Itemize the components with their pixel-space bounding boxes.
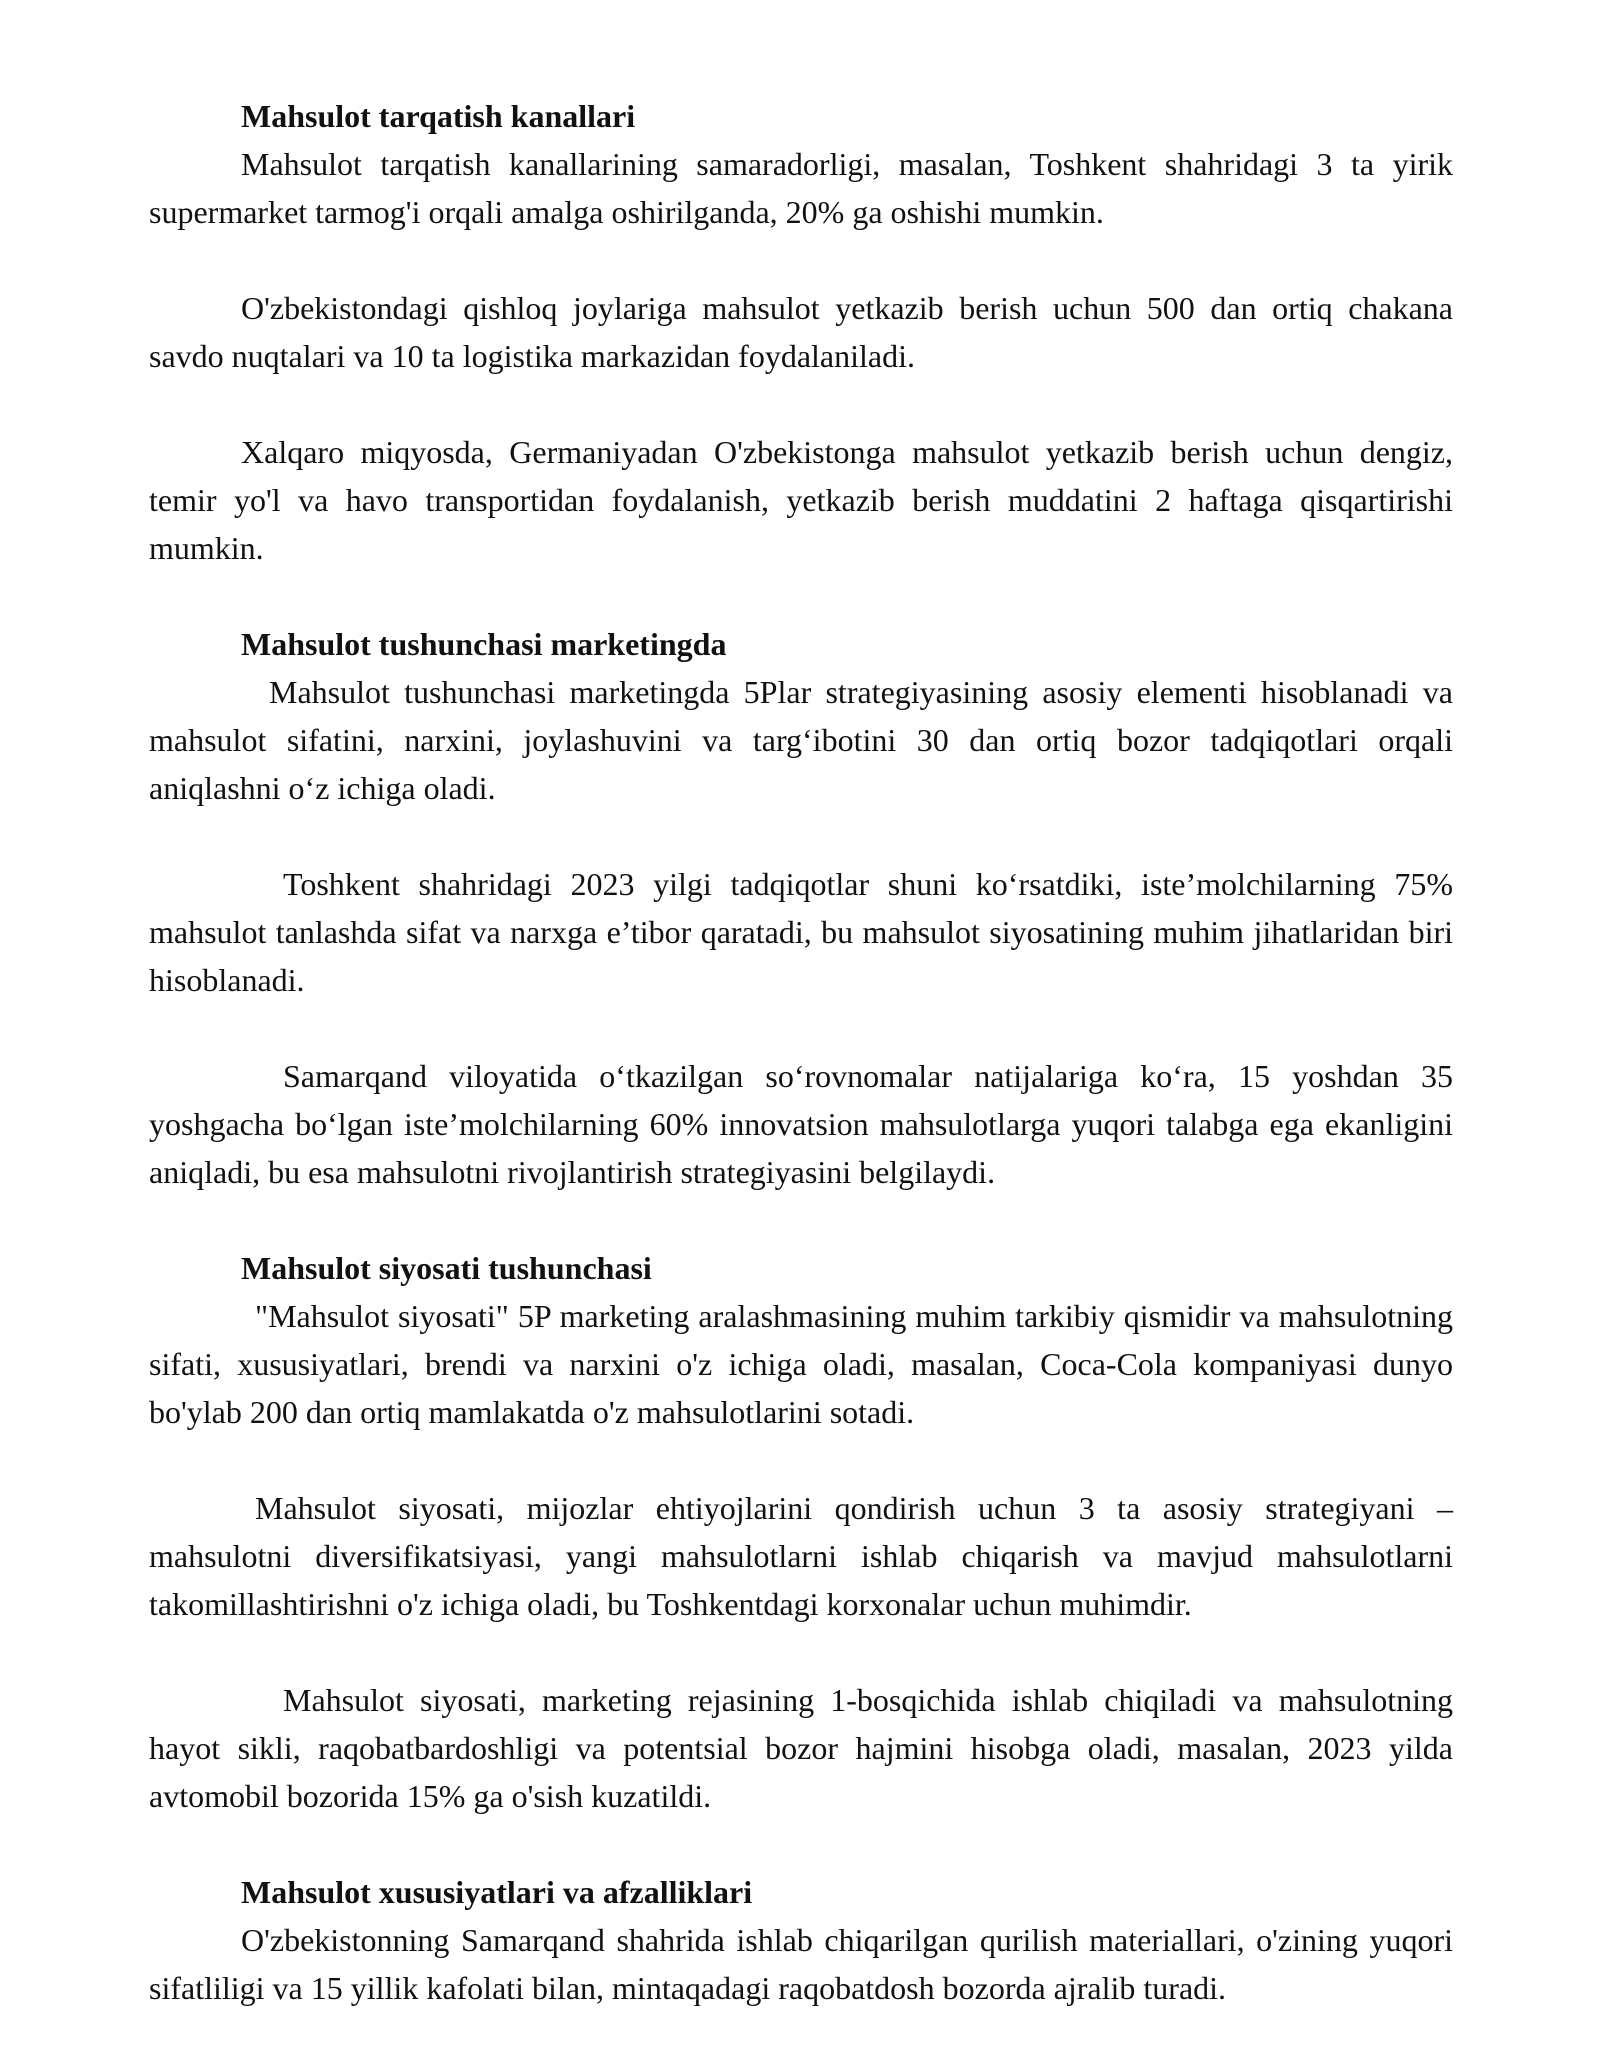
paragraph: Xalqaro miqyosda, Germaniyadan O'zbekistonga mahsulot yetkazib berish uchun dengiz, temir yo'l va havo transportidan foydalanish, yetkazib berish muddatini 2 haftaga qisqartirishi mumkin. [149, 434, 1453, 566]
section-heading: Mahsulot tushunchasi marketingda [241, 626, 727, 662]
paragraph: O'zbekistondagi qishloq joylariga mahsulot yetkazib berish uchun 500 dan ortiq chakana savdo nuqtalari va 10 ta logistika markazidan foydalaniladi. [149, 290, 1453, 374]
paragraph: Mahsulot siyosati, mijozlar ehtiyojlarini qondirish uchun 3 ta asosiy strategiyani – mahsulotni diversifikatsiyasi, yangi mahsulotlarni ishlab chiqarish va mavjud mahsulotlarni takomillashtirishni o'z ichiga oladi, bu Toshkentdagi korxonalar uchun muhimdir. [149, 1490, 1453, 1622]
paragraph: Mahsulot tushunchasi marketingda 5Plar strategiyasining asosiy elementi hisoblanadi va mahsulot sifatini, narxini, joylashuvini va targ‘ibotini 30 dan ortiq bozor tadqiqotlari orqali aniqlashni o‘z ichiga oladi. [149, 674, 1453, 806]
section-product-policy [149, 1244, 1453, 1820]
document-body [149, 92, 1453, 2012]
section-distribution-channels [149, 92, 1453, 572]
section-product-concept [149, 620, 1453, 1196]
paragraph: Samarqand viloyatida o‘tkazilgan so‘rovnomalar natijalariga ko‘ra, 15 yoshdan 35 yoshgacha bo‘lgan iste’molchilarning 60% innovatsion mahsulotlarga yuqori talabga ega ekanligini aniqladi, bu esa mahsulotni rivojlantirish strategiyasini belgilaydi. [149, 1058, 1453, 1190]
paragraph: Mahsulot siyosati, marketing rejasining 1-bosqichida ishlab chiqiladi va mahsulotning hayot sikli, raqobatbardoshligi va potentsial bozor hajmini hisobga oladi, masalan, 2023 yilda avtomobil bozorida 15% ga o'sish kuzatildi. [149, 1682, 1453, 1814]
paragraph: O'zbekistonning Samarqand shahrida ishlab chiqarilgan qurilish materiallari, o'zining yuqori sifatliligi va 15 yillik kafolati bilan, mintaqadagi raqobatdosh bozorda ajralib turadi. [149, 1922, 1453, 2006]
section-heading: Mahsulot xususiyatlari va afzalliklari [241, 1874, 753, 1910]
paragraph: "Mahsulot siyosati" 5P marketing aralashmasining muhim tarkibiy qismidir va mahsulotning sifati, xususiyatlari, brendi va narxini o'z ichiga oladi, masalan, Coca-Cola kompaniyasi dunyo bo'ylab 200 dan ortiq mamlakatda o'z mahsulotlarini sotadi. [149, 1298, 1453, 1430]
section-product-features [149, 1868, 1453, 2012]
paragraph: Mahsulot tarqatish kanallarining samaradorligi, masalan, Toshkent shahridagi 3 ta yirik supermarket tarmog'i orqali amalga oshirilganda, 20% ga oshishi mumkin. [149, 146, 1453, 230]
paragraph: Toshkent shahridagi 2023 yilgi tadqiqotlar shuni ko‘rsatdiki, iste’molchilarning 75% mahsulot tanlashda sifat va narxga e’tibor qaratadi, bu mahsulot siyosatining muhim jihatlaridan biri hisoblanadi. [149, 866, 1453, 998]
section-heading: Mahsulot tarqatish kanallari [241, 98, 636, 134]
section-heading: Mahsulot siyosati tushunchasi [241, 1250, 652, 1286]
